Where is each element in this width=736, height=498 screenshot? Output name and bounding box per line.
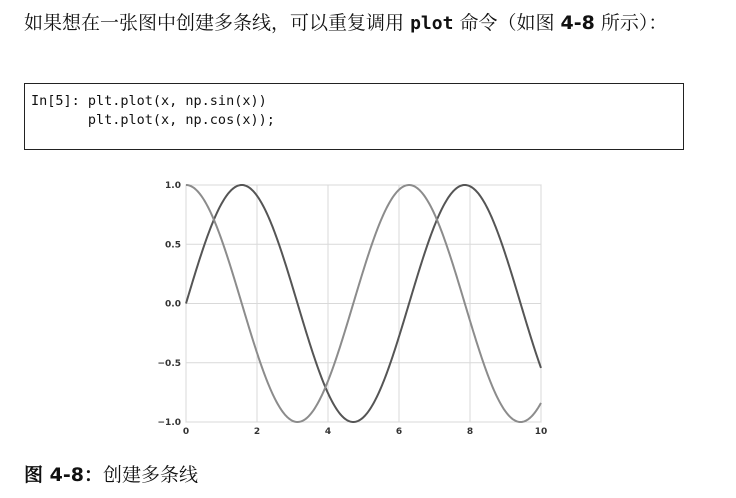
figure-caption [24,462,198,488]
y-tick-label: 0.5 [165,240,181,251]
intro-text-3: 所示）： [600,12,668,34]
x-tick-label: 10 [534,427,548,437]
intro-text-2: 命令（如图 [459,12,555,34]
x-tick-label: 6 [395,427,403,437]
line-chart [150,175,560,445]
y-tick-label: 1.0 [165,181,181,191]
y-tick-label: 0.0 [165,299,181,310]
y-tick-label: −1.0 [157,418,181,428]
code-line-2: plt.plot(x, np.cos(x)); [31,112,275,128]
code-line-1: In[5]: plt.plot(x, np.sin(x)) [31,93,267,109]
intro-figure-ref: 4-8 [560,12,595,34]
x-tick-label: 8 [466,427,474,437]
intro-paragraph [24,10,704,37]
x-tick-label: 2 [253,427,261,437]
caption-text: 创建多条线 [102,464,198,486]
intro-text-1: 如果想在一张图中创建多条线，可以重复调用 [24,12,405,34]
x-tick-label: 4 [324,427,332,437]
chart-svg [150,175,560,445]
y-tick-label: −0.5 [157,358,181,369]
x-tick-label: 0 [182,427,190,437]
caption-figure-number: 图 4-8： [24,464,103,486]
intro-code-plot: plot [410,13,454,34]
code-block [24,83,684,150]
